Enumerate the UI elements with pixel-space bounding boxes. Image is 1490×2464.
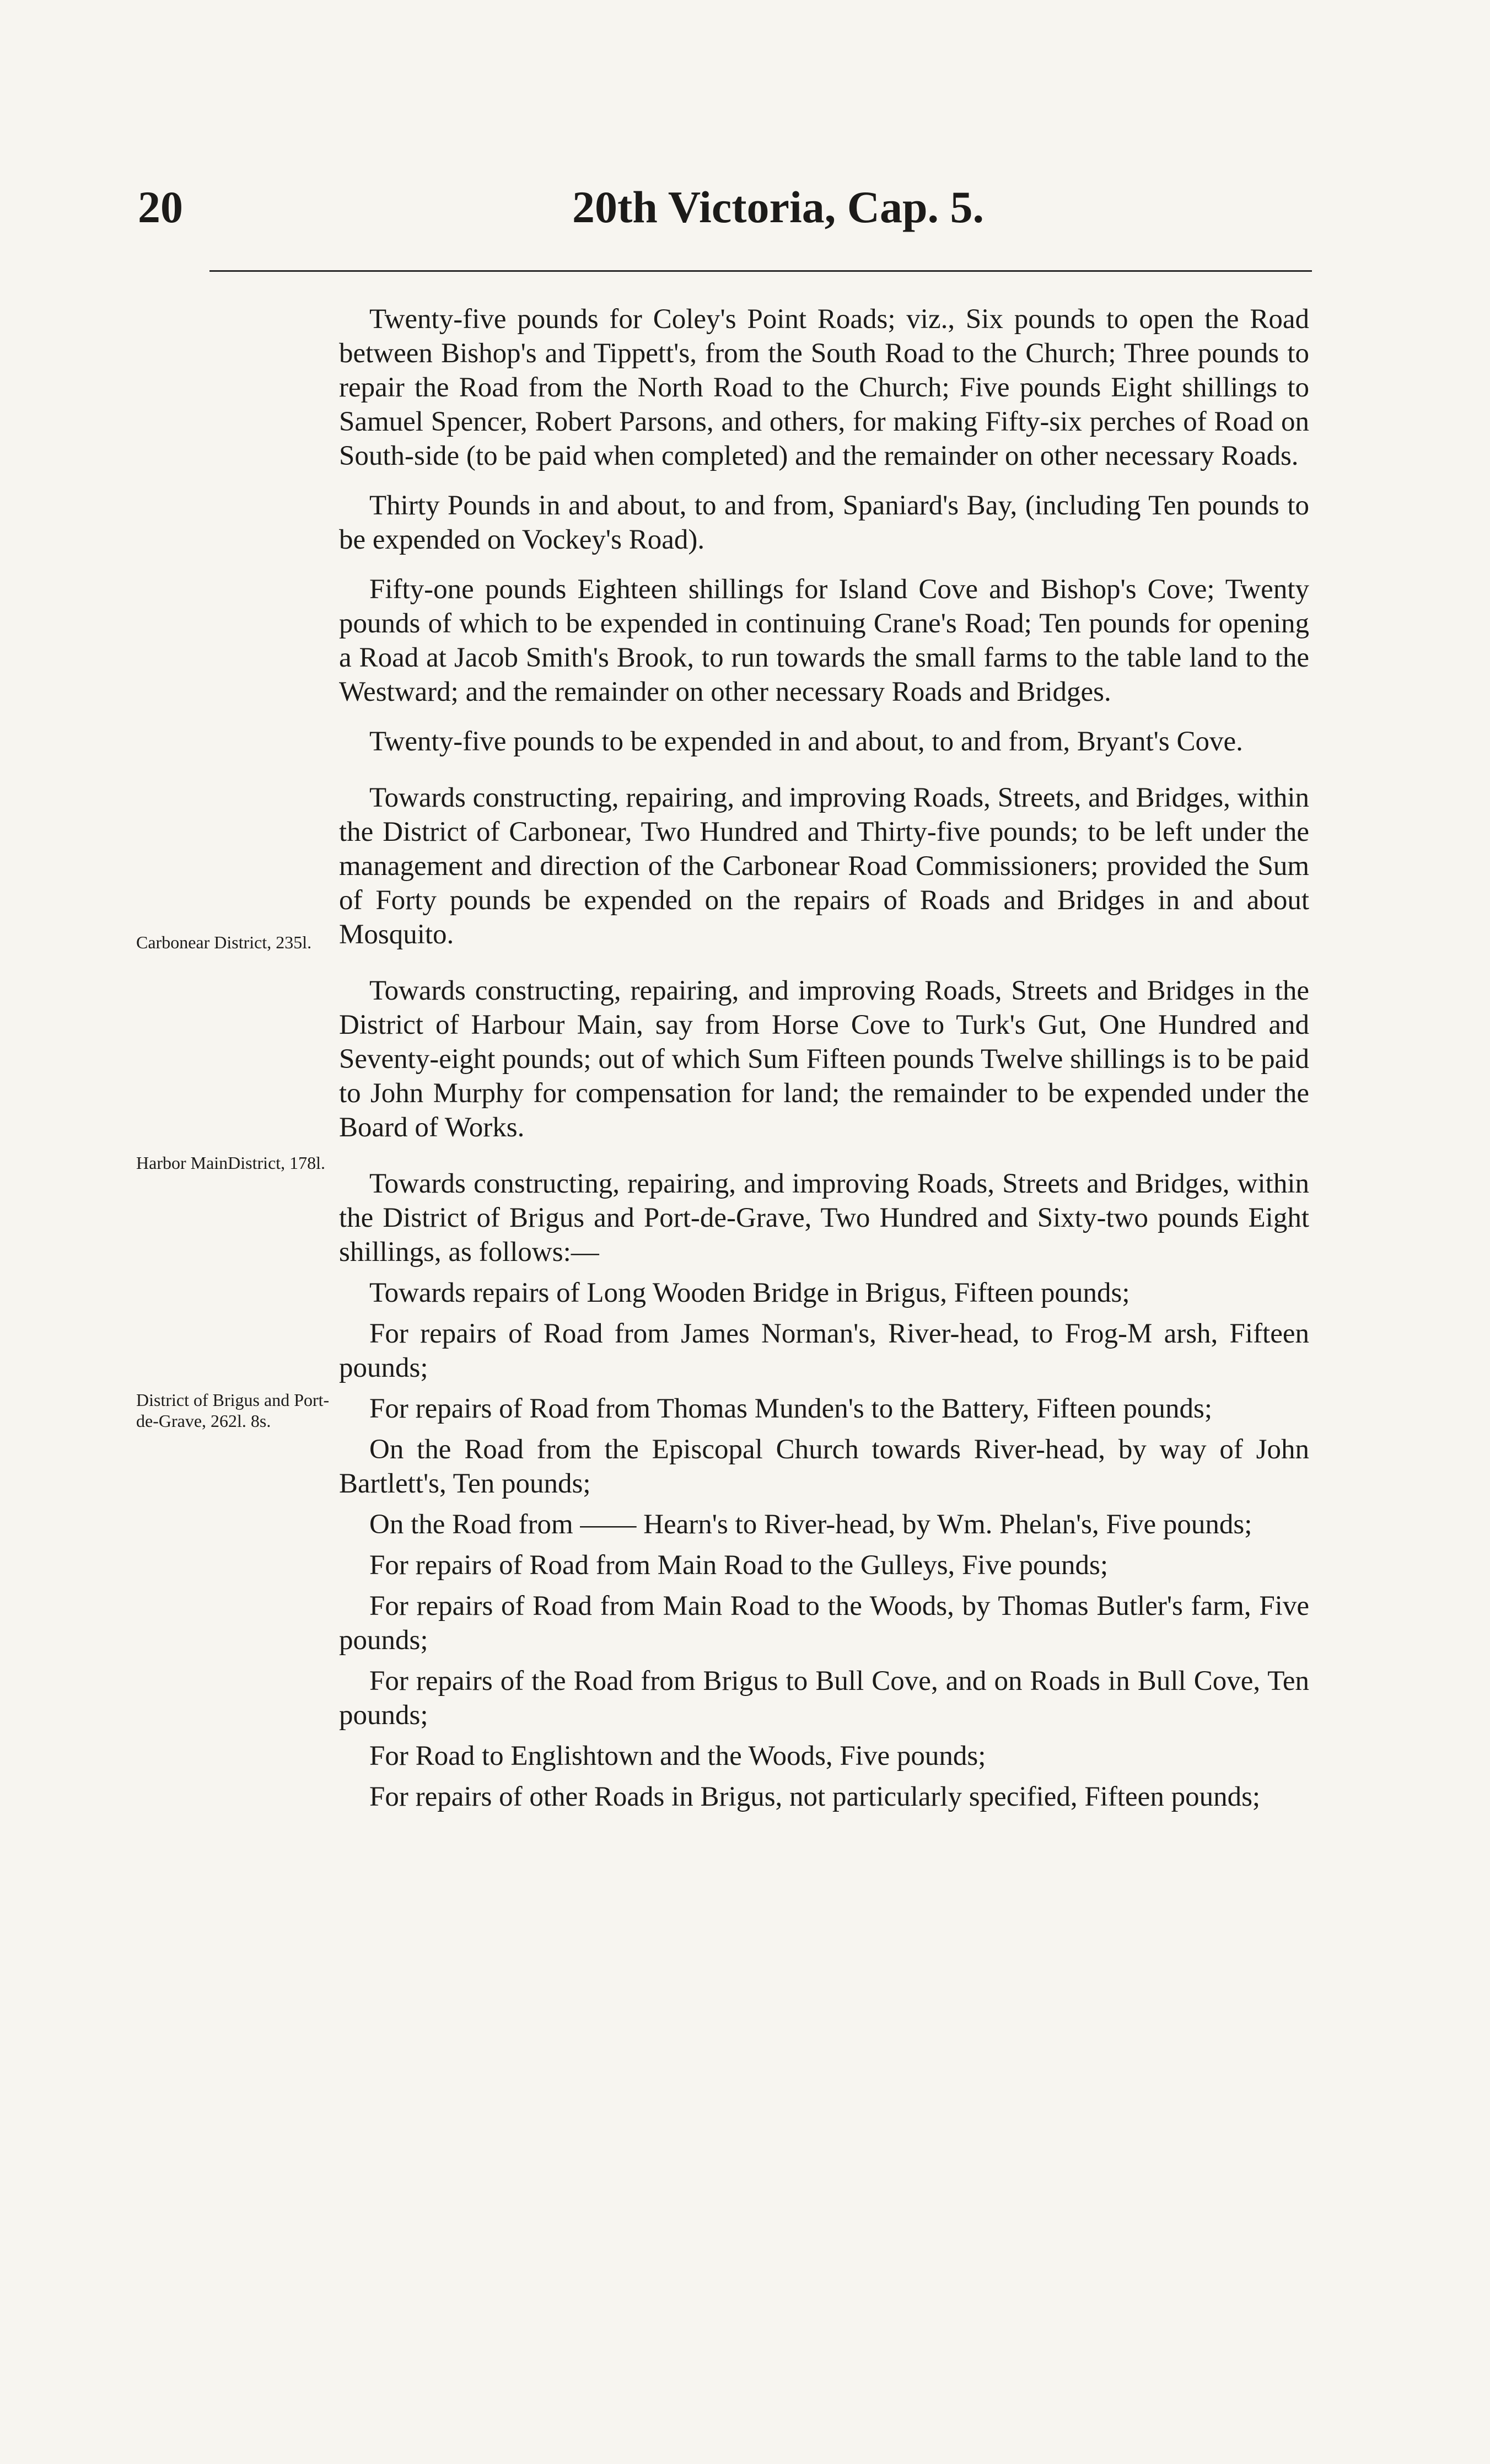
margin-note-brigus: District of Brigus and Port-de-Grave, 262l. 8s. [136, 1390, 330, 1431]
item-other-roads: For repairs of other Roads in Brigus, not particularly specified, Fifteen pounds; [369, 1781, 1261, 1812]
paragraph-harbour-main: Towards constructing, repairing, and improving Roads, Streets and Bridges in the District of Harbour Main, say from Horse Cove to Turk's Gut, One Hundred and Seventy-eight pounds; out of which Sum Fifteen pounds Twelve shillings is to be paid to John Murphy for compensation for land; the remainder to be expended under the Board of Works. [339, 975, 1309, 1143]
paragraph-spaniards-bay: Thirty Pounds in and about, to and from, Spaniard's Bay, (including Ten pounds to be expended on Vockey's Road). [339, 490, 1309, 555]
item-englishtown: For Road to Englishtown and the Woods, Five pounds; [369, 1741, 986, 1771]
margin-note-harbor-main: Harbor MainDistrict, 178l. [136, 1153, 326, 1173]
item-hearns: On the Road from —— Hearn's to River-head, by Wm. Phelan's, Five pounds; [369, 1509, 1252, 1540]
header-rule [209, 270, 1312, 272]
body-text [339, 302, 1309, 1821]
item-woods-butler: For repairs of Road from Main Road to the Woods, by Thomas Butler's farm, Five pounds; [339, 1591, 1309, 1656]
paragraph-coleys-point: Twenty-five pounds for Coley's Point Roads; viz., Six pounds to open the Road between Bishop's and Tippett's, from the South Road to the Church; Three pounds to repair the Road from the North Road to the Church; Five pounds Eight shillings to Samuel Spencer, Robert Parsons, and others, for making Fifty-six perches of Road on South-side (to be paid when completed) and the remainder on other necessary Roads. [339, 304, 1309, 471]
paragraph-carbonear: Towards constructing, repairing, and improving Roads, Streets, and Bridges, within the District of Carbonear, Two Hundred and Thirty-five pounds; to be left under the management and direction of the Carbonear Road Commissioners; provided the Sum of Forty pounds be expended on the repairs of Roads and Bridges in and about Mosquito. [339, 782, 1309, 950]
paragraph-island-cove: Fifty-one pounds Eighteen shillings for Island Cove and Bishop's Cove; Twenty pounds of which to be expended in continuing Crane's Road; Ten pounds for opening a Road at Jacob Smith's Brook, to run towards the small farms to the table land to the Westward; and the remainder on other necessary Roads and Bridges. [339, 574, 1309, 707]
item-battery: For repairs of Road from Thomas Munden's to the Battery, Fifteen pounds; [369, 1393, 1213, 1424]
item-episcopal-church: On the Road from the Episcopal Church towards River-head, by way of John Bartlett's, Ten pounds; [339, 1434, 1309, 1499]
running-title: 20th Victoria, Cap. 5. [572, 182, 985, 232]
paragraph-brigus-intro: Towards constructing, repairing, and improving Roads, Streets and Bridges, within the District of Brigus and Port-de-Grave, Two Hundred and Sixty-two pounds Eight shillings, as follows:— [339, 1168, 1309, 1268]
item-wooden-bridge: Towards repairs of Long Wooden Bridge in Brigus, Fifteen pounds; [369, 1277, 1130, 1308]
margin-note-carbonear: Carbonear District, 235l. [136, 932, 312, 952]
item-frog-marsh: For repairs of Road from James Norman's, River-head, to Frog-M arsh, Fifteen pounds; [339, 1318, 1309, 1383]
page-number: 20 [138, 182, 183, 232]
item-bull-cove: For repairs of the Road from Brigus to Bull Cove, and on Roads in Bull Cove, Ten pounds; [339, 1666, 1309, 1731]
paragraph-bryants-cove: Twenty-five pounds to be expended in and about, to and from, Bryant's Cove. [369, 726, 1243, 757]
item-gulleys: For repairs of Road from Main Road to the Gulleys, Five pounds; [369, 1550, 1108, 1581]
